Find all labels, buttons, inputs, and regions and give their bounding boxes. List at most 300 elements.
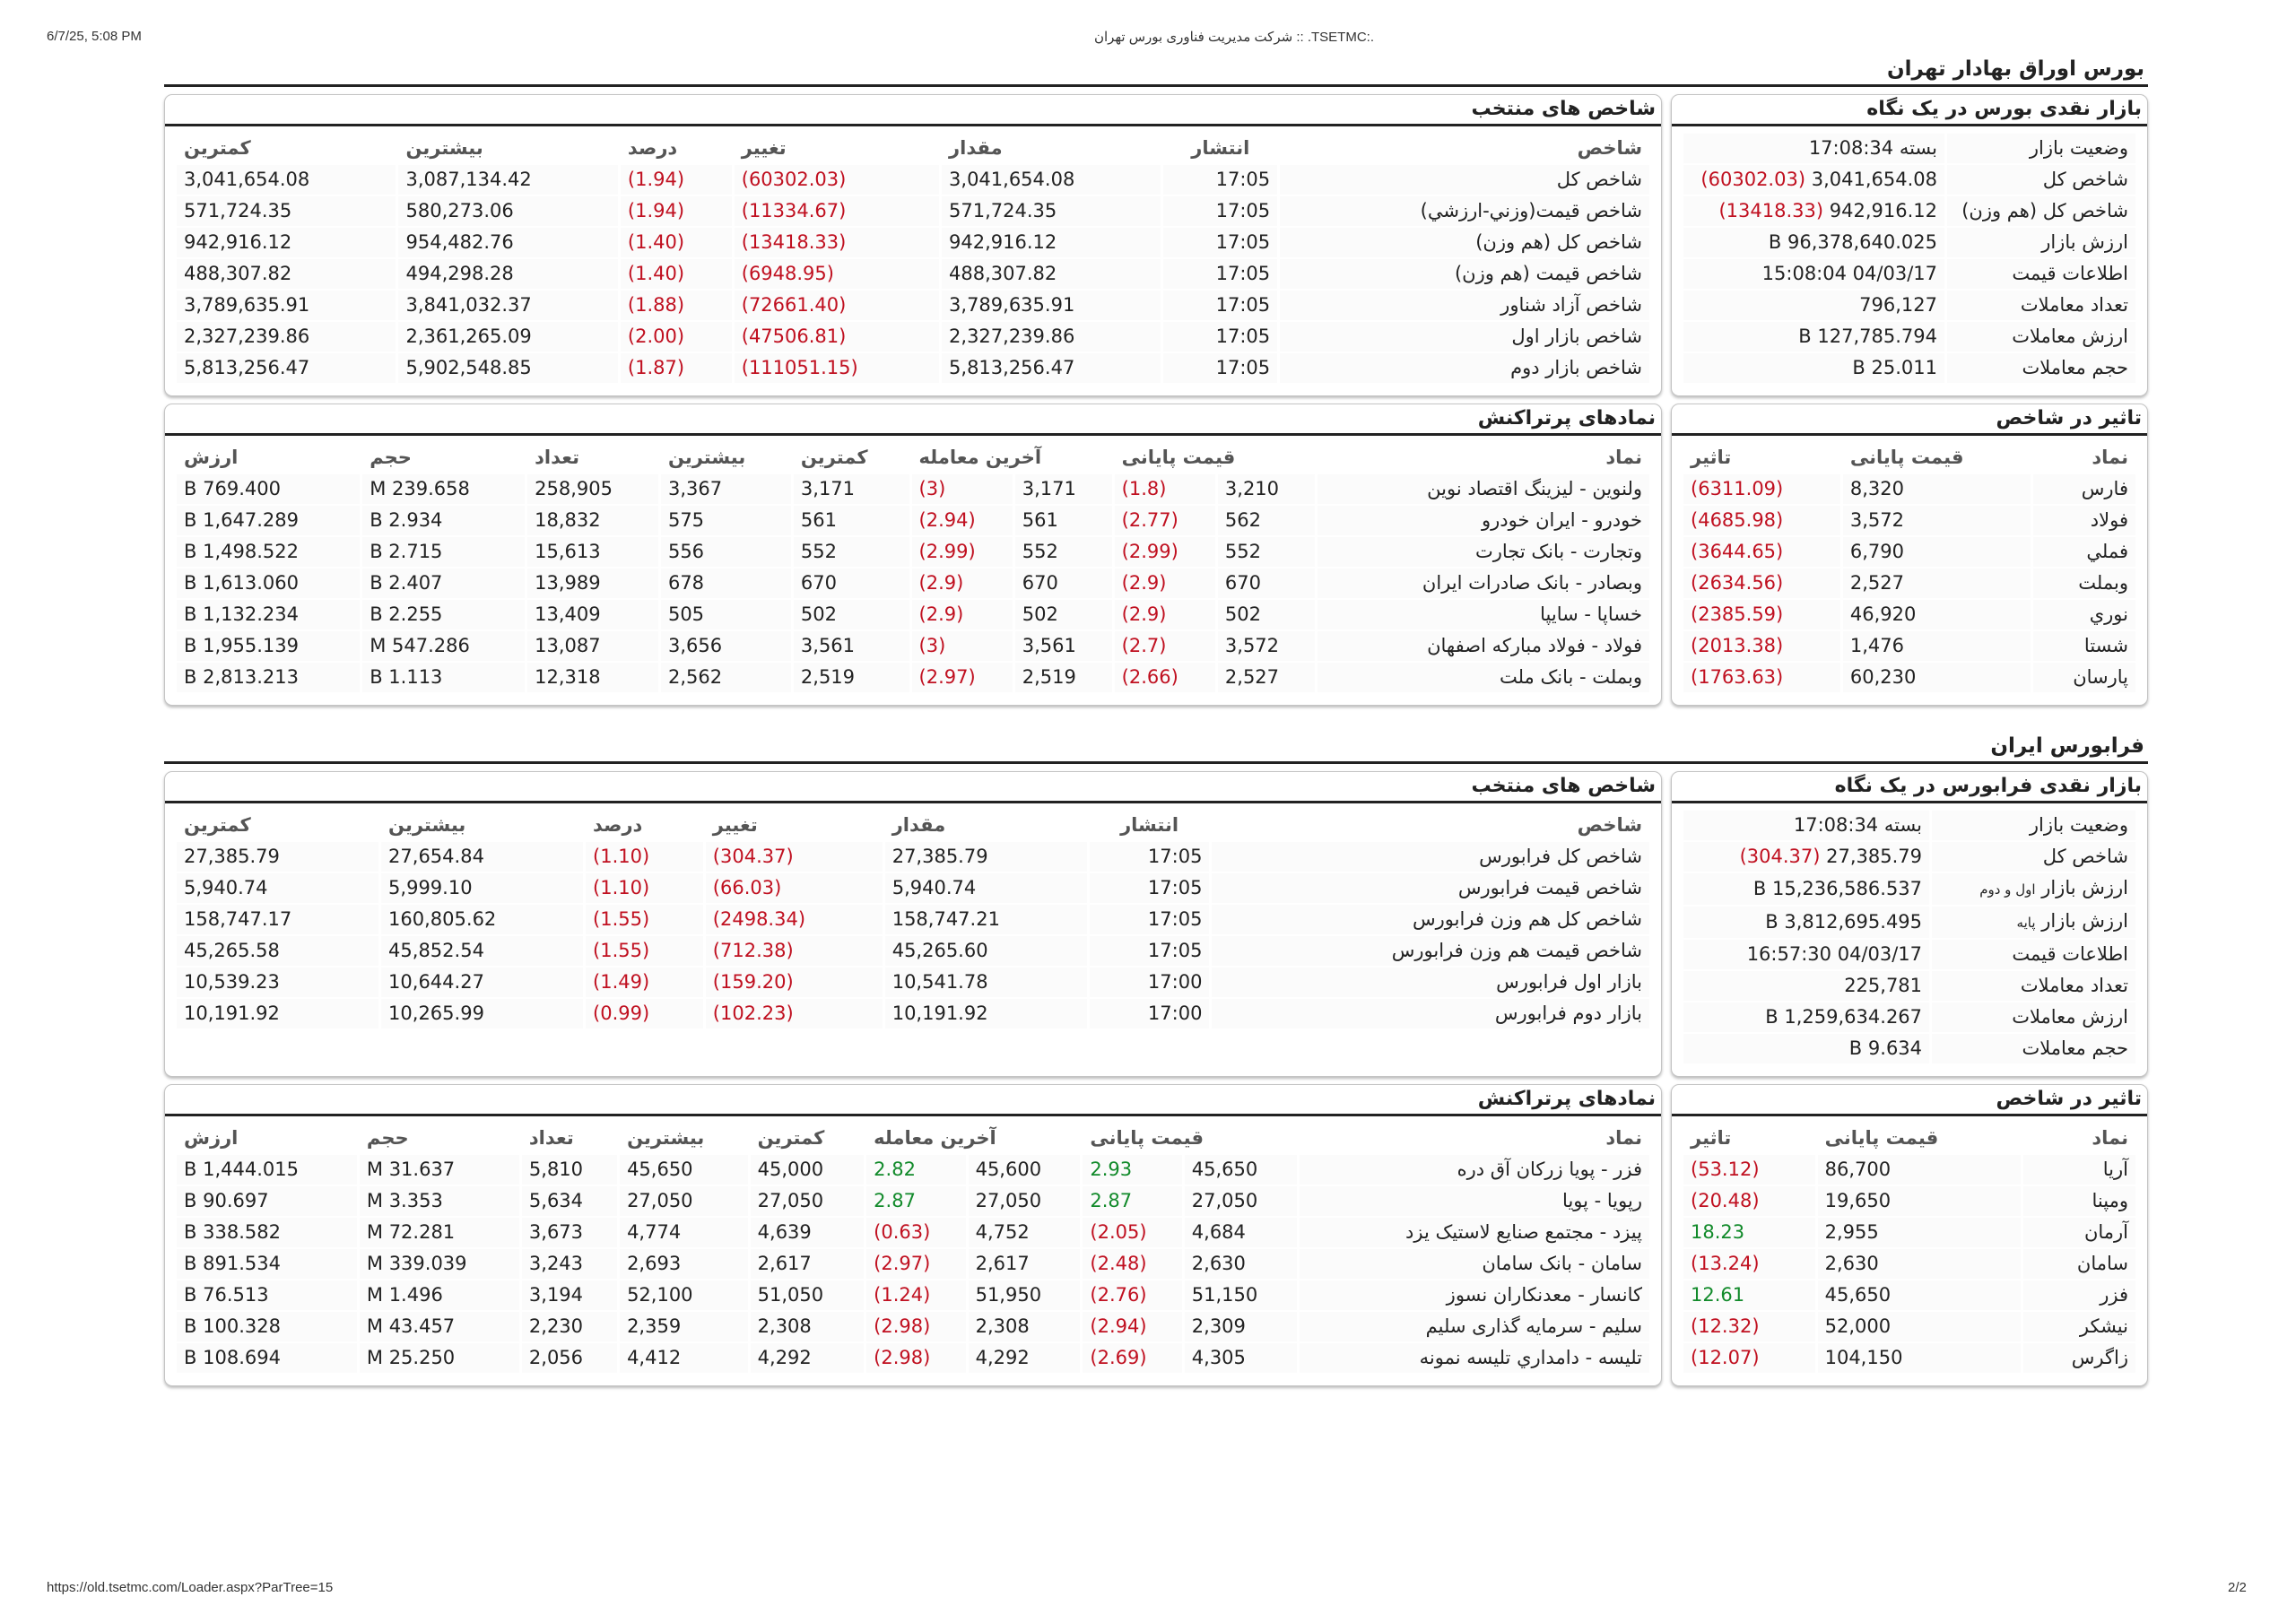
index-cell: (1.87) (621, 353, 732, 383)
index-row[interactable] (177, 842, 1649, 872)
bourse-bottom-row (164, 404, 2148, 706)
index-cell: 17:00 (1090, 968, 1210, 997)
glance-label-sub: اول و دوم (1979, 881, 2036, 898)
symbol-link[interactable]: پارسان (2033, 663, 2135, 692)
index-cell: 17:05 (1163, 165, 1277, 195)
traded-row[interactable] (177, 506, 1649, 535)
traded-cell: 552 (1015, 537, 1112, 567)
index-name-link[interactable]: شاخص قیمت (هم وزن) (1280, 259, 1649, 289)
traded-cell: 547.286 M (362, 631, 525, 661)
column-header: بیشترین (667, 447, 746, 468)
glance-value (1683, 971, 1929, 1001)
index-name-link[interactable]: شاخص قیمت فرابورس (1212, 873, 1649, 903)
index-cell: 45,265.60 (885, 936, 1087, 966)
traded-cell: (3) (912, 631, 1013, 661)
traded-cell: 43.457 M (360, 1312, 519, 1341)
impact-row[interactable] (1683, 474, 2135, 504)
glance-row (1683, 842, 2135, 872)
symbol-link[interactable]: سلیم - سرمایه گذاری سلیم (1300, 1312, 1649, 1341)
index-cell: (1.40) (621, 259, 732, 289)
traded-row[interactable] (177, 568, 1649, 598)
traded-cell: 5,634 (522, 1186, 617, 1216)
glance-label (1947, 291, 2135, 320)
impact-row[interactable] (1683, 1155, 2135, 1185)
index-cell: (60302.03) (735, 165, 939, 195)
glance-label (1932, 971, 2135, 1001)
traded-cell: 2.715 B (362, 537, 525, 567)
header-row (177, 134, 1649, 163)
index-cell: 27,385.79 (177, 842, 378, 872)
print-url[interactable]: https://old.tsetmc.com/Loader.aspx?ParTree=15 (47, 1580, 334, 1595)
traded-cell: 678 (661, 568, 791, 598)
impact-cell: 1,476 (1843, 631, 2031, 661)
index-cell: (72661.40) (735, 291, 939, 320)
traded-cell: 4,292 (751, 1343, 865, 1373)
symbol-link[interactable]: آرمان (2023, 1218, 2135, 1247)
index-cell: 17:05 (1163, 353, 1277, 383)
index-row[interactable] (177, 259, 1649, 289)
traded-cell: 239.658 M (362, 474, 525, 504)
traded-cell: (2.66) (1115, 663, 1215, 692)
glance-label-text: حجم معاملات (2022, 1037, 2128, 1059)
index-cell: 10,191.92 (177, 999, 378, 1028)
traded-cell: (2.9) (1115, 568, 1215, 598)
traded-cell: 1.113 B (362, 663, 525, 692)
column-header: درصد (593, 814, 643, 836)
glance-table (1681, 809, 2138, 1065)
traded-cell: 1,613.060 B (177, 568, 360, 598)
impact-cell: (2385.59) (1683, 600, 1840, 629)
index-cell: 17:05 (1090, 905, 1210, 934)
symbol-link[interactable]: نيشكر (2023, 1312, 2135, 1341)
impact-cell: 2,527 (1843, 568, 2031, 598)
index-row[interactable] (177, 291, 1649, 320)
glance-row (1683, 353, 2135, 383)
glance-value (1683, 259, 1944, 289)
symbol-link[interactable]: فزر (2023, 1280, 2135, 1310)
traded-cell: (2.9) (912, 568, 1013, 598)
impact-cell: (1763.63) (1683, 663, 1840, 692)
index-cell: 3,789,635.91 (177, 291, 396, 320)
index-row[interactable] (177, 353, 1649, 383)
traded-cell: 3,243 (522, 1249, 617, 1279)
index-cell: 488,307.82 (177, 259, 396, 289)
impact-cell: 19,650 (1818, 1186, 2021, 1216)
traded-cell: 4,639 (751, 1218, 865, 1247)
glance-row (1683, 971, 2135, 1001)
glance-label-text: ارزش معاملات (2012, 325, 2128, 347)
symbol-link[interactable]: فزر - پویا زرکان آق دره (1300, 1155, 1649, 1185)
index-row[interactable] (177, 228, 1649, 257)
column-header: مقدار (949, 137, 1003, 159)
traded-cell: 502 (794, 600, 909, 629)
farabourse-top-row (164, 771, 2148, 1077)
index-name-link[interactable]: شاخص بازار اول (1280, 322, 1649, 352)
index-cell: 45,852.54 (381, 936, 583, 966)
glance-label (1947, 196, 2135, 226)
impact-row[interactable] (1683, 631, 2135, 661)
index-cell: 158,747.21 (885, 905, 1087, 934)
panel-title: تاثیر در شاخص (1672, 404, 2147, 436)
column-header: تاثیر (1691, 1127, 1732, 1149)
glance-row (1683, 228, 2135, 257)
impact-row[interactable] (1683, 1280, 2135, 1310)
impact-row[interactable] (1683, 1249, 2135, 1279)
traded-cell: 339.039 M (360, 1249, 519, 1279)
symbol-link[interactable]: فارس (2033, 474, 2135, 504)
index-cell: (304.37) (706, 842, 883, 872)
traded-cell: 562 (1218, 506, 1315, 535)
panel-title: بازار نقدی فرابورس در یک نگاه (1672, 772, 2147, 803)
traded-cell: 27,050 (620, 1186, 748, 1216)
glance-label-text: ارزش بازار (2041, 877, 2128, 898)
index-name-link[interactable]: شاخص قیمت هم وزن فرابورس (1212, 936, 1649, 966)
impact-row[interactable] (1683, 600, 2135, 629)
impact-cell: 2,955 (1818, 1218, 2021, 1247)
impact-row[interactable] (1683, 568, 2135, 598)
index-cell: (13418.33) (735, 228, 939, 257)
glance-label (1947, 165, 2135, 195)
index-cell: (111051.15) (735, 353, 939, 383)
index-row[interactable] (177, 322, 1649, 352)
index-cell: 17:05 (1090, 936, 1210, 966)
index-row[interactable] (177, 936, 1649, 966)
index-cell: (712.38) (706, 936, 883, 966)
index-cell: 10,191.92 (885, 999, 1087, 1028)
header-row (177, 1124, 1649, 1153)
glance-label (1947, 259, 2135, 289)
traded-cell: 5,810 (522, 1155, 617, 1185)
traded-row[interactable] (177, 663, 1649, 692)
column-header: حجم (370, 447, 412, 468)
traded-cell: 1,444.015 B (177, 1155, 357, 1185)
index-name-link[interactable]: بازار اول فرابورس (1212, 968, 1649, 997)
traded-cell: 12,318 (527, 663, 658, 692)
index-cell: 17:05 (1163, 291, 1277, 320)
glance-label-text: شاخص کل (هم وزن) (1961, 200, 2128, 221)
traded-table (174, 441, 1652, 694)
traded-cell: 18,832 (527, 506, 658, 535)
traded-cell: (1.8) (1115, 474, 1215, 504)
traded-cell: 76.513 B (177, 1280, 357, 1310)
column-header: انتشار (1191, 137, 1250, 159)
traded-cell: 51,050 (751, 1280, 865, 1310)
traded-cell: 1,647.289 B (177, 506, 360, 535)
index-name-link[interactable]: شاخص آزاد شناور (1280, 291, 1649, 320)
traded-cell: 561 (794, 506, 909, 535)
traded-row[interactable] (177, 1312, 1649, 1341)
bourse-top-row (164, 94, 2148, 396)
header-row (1683, 443, 2135, 473)
symbol-link[interactable]: سامان - بانک سامان (1300, 1249, 1649, 1279)
glance-row (1683, 259, 2135, 289)
traded-cell: (2.9) (912, 600, 1013, 629)
impact-row[interactable] (1683, 537, 2135, 567)
traded-row[interactable] (177, 1249, 1649, 1279)
panel-title: بازار نقدی بورس در یک نگاه (1672, 95, 2147, 126)
column-header: کمترین (184, 137, 251, 159)
impact-cell: 2,630 (1818, 1249, 2021, 1279)
symbol-link[interactable]: زاگرس (2023, 1343, 2135, 1373)
glance-row (1683, 196, 2135, 226)
farabourse-traded-panel (164, 1084, 1662, 1386)
traded-cell: 552 (1218, 537, 1315, 567)
traded-cell: (2.99) (1115, 537, 1215, 567)
column-header: تعداد (528, 1127, 574, 1149)
traded-cell: 2,813.213 B (177, 663, 360, 692)
column-header: آخرین معامله (918, 447, 1042, 468)
impact-cell: (13.24) (1683, 1249, 1815, 1279)
column-header: قیمت پایانی (1121, 447, 1236, 468)
traded-cell: 2,617 (751, 1249, 865, 1279)
glance-value-text: بسته 17:08:34 (1793, 814, 1923, 836)
traded-cell: 2.87 (1083, 1186, 1181, 1216)
index-row[interactable] (177, 873, 1649, 903)
traded-row[interactable] (177, 600, 1649, 629)
traded-cell: 3,561 (794, 631, 909, 661)
impact-cell: (6311.09) (1683, 474, 1840, 504)
symbol-link[interactable]: ولنوین - لیزینگ اقتصاد نوین (1318, 474, 1649, 504)
glance-value (1683, 907, 1929, 938)
traded-row[interactable] (177, 631, 1649, 661)
index-cell: 3,841,032.37 (398, 291, 617, 320)
column-header: نماد (2092, 1127, 2128, 1149)
index-cell: 494,298.28 (398, 259, 617, 289)
index-cell: 158,747.17 (177, 905, 378, 934)
column-header: قیمت پایانی (1824, 1127, 1939, 1149)
symbol-link[interactable]: فملي (2033, 537, 2135, 567)
traded-cell: 338.582 B (177, 1218, 357, 1247)
column-header: آخرین معامله (874, 1127, 996, 1149)
impact-row[interactable] (1683, 1343, 2135, 1373)
bourse-glance-panel (1671, 94, 2148, 396)
traded-cell: 1,498.522 B (177, 537, 360, 567)
traded-row[interactable] (177, 1155, 1649, 1185)
impact-cell: (53.12) (1683, 1155, 1815, 1185)
traded-row[interactable] (177, 1186, 1649, 1216)
glance-value (1683, 196, 1944, 226)
index-cell: (66.03) (706, 873, 883, 903)
index-row[interactable] (177, 905, 1649, 934)
index-name-link[interactable]: بازار دوم فرابورس (1212, 999, 1649, 1028)
glance-change: (304.37) (1739, 846, 1821, 867)
symbol-link[interactable]: سامان (2023, 1249, 2135, 1279)
column-header: شاخص (1577, 137, 1642, 159)
index-name-link[interactable]: شاخص کل هم وزن فرابورس (1212, 905, 1649, 934)
index-cell: 571,724.35 (177, 196, 396, 226)
index-cell: 17:05 (1163, 259, 1277, 289)
traded-cell: 3,561 (1015, 631, 1112, 661)
traded-cell: (3) (912, 474, 1013, 504)
index-cell: 3,041,654.08 (942, 165, 1161, 195)
index-row[interactable] (177, 999, 1649, 1028)
column-header: نماد (1605, 1127, 1642, 1149)
impact-row[interactable] (1683, 506, 2135, 535)
index-cell: 45,265.58 (177, 936, 378, 966)
traded-cell: (2.98) (866, 1312, 965, 1341)
traded-cell: 2.82 (866, 1155, 965, 1185)
traded-cell: 3,572 (1218, 631, 1315, 661)
index-cell: (1.94) (621, 196, 732, 226)
traded-cell: 2,527 (1218, 663, 1315, 692)
symbol-link[interactable]: شستا (2033, 631, 2135, 661)
panel-title: شاخص های منتخب (165, 95, 1661, 126)
glance-row (1683, 873, 2135, 905)
glance-row (1683, 322, 2135, 352)
column-header: قیمت پایانی (1849, 447, 1964, 468)
traded-cell: 3.353 M (360, 1186, 519, 1216)
glance-label (1932, 811, 2135, 840)
traded-cell: 502 (1218, 600, 1315, 629)
index-cell: (1.10) (586, 873, 703, 903)
impact-cell: (12.07) (1683, 1343, 1815, 1373)
index-name-link[interactable]: شاخص کل (1280, 165, 1649, 195)
symbol-link[interactable]: تلیسه - دامداري تليسه نمونه (1300, 1343, 1649, 1373)
impact-row[interactable] (1683, 1218, 2135, 1247)
index-cell: (159.20) (706, 968, 883, 997)
symbol-link[interactable]: ومپنا (2023, 1186, 2135, 1216)
traded-cell: 108.694 B (177, 1343, 357, 1373)
symbol-link[interactable]: رپویا - پویا (1300, 1186, 1649, 1216)
column-header: حجم (366, 1127, 409, 1149)
glance-value-text: 15,236,586.537 B (1752, 878, 1923, 899)
index-cell: 10,539.23 (177, 968, 378, 997)
symbol-link[interactable]: نوري (2033, 600, 2135, 629)
index-cell: (1.94) (621, 165, 732, 195)
impact-row[interactable] (1683, 1186, 2135, 1216)
traded-cell: 25.250 M (360, 1343, 519, 1373)
traded-cell: 13,409 (527, 600, 658, 629)
traded-row[interactable] (177, 1218, 1649, 1247)
column-header: بیشترین (388, 814, 466, 836)
header-row (1683, 1124, 2135, 1153)
traded-cell: 556 (661, 537, 791, 567)
bourse-section-title: بورس اوراق بهادار تهران (164, 54, 2148, 87)
glance-label-text: شاخص کل (2042, 846, 2128, 867)
column-header: تعداد (535, 447, 580, 468)
symbol-link[interactable]: وبصادر - بانک صادرات ایران (1318, 568, 1649, 598)
glance-row (1683, 134, 2135, 163)
traded-cell: 4,305 (1185, 1343, 1297, 1373)
symbol-link[interactable]: پیزد - مجتمع صنایع لاستیک یزد (1300, 1218, 1649, 1247)
traded-cell: 13,989 (527, 568, 658, 598)
glance-value-text: بسته 17:08:34 (1808, 137, 1937, 159)
column-header: نماد (2092, 447, 2128, 468)
symbol-link[interactable]: خودرو - ایران خودرو (1318, 506, 1649, 535)
index-cell: 942,916.12 (177, 228, 396, 257)
traded-cell: 45,650 (1185, 1155, 1297, 1185)
index-cell: (11334.67) (735, 196, 939, 226)
traded-cell: (2.97) (912, 663, 1013, 692)
symbol-link[interactable]: خساپا - سایپا (1318, 600, 1649, 629)
bourse-traded-panel (164, 404, 1662, 706)
index-cell: (102.23) (706, 999, 883, 1028)
traded-cell: 3,210 (1218, 474, 1315, 504)
symbol-link[interactable]: آريا (2023, 1155, 2135, 1185)
traded-cell: 1,132.234 B (177, 600, 360, 629)
glance-value-text: 25.011 B (1852, 357, 1937, 378)
symbol-link[interactable]: وتجارت - بانک تجارت (1318, 537, 1649, 567)
glance-value-text: 225,781 (1844, 975, 1923, 996)
index-name-link[interactable]: شاخص کل فرابورس (1212, 842, 1649, 872)
symbol-link[interactable]: کانسار - معدنکاران نسوز (1300, 1280, 1649, 1310)
index-cell: (6948.95) (735, 259, 939, 289)
impact-cell: (12.32) (1683, 1312, 1815, 1341)
index-cell: (1.40) (621, 228, 732, 257)
index-cell: 580,273.06 (398, 196, 617, 226)
traded-cell: (2.69) (1083, 1343, 1181, 1373)
traded-cell: 27,050 (969, 1186, 1081, 1216)
glance-value-text: 942,916.12 (1829, 200, 1937, 221)
traded-cell: 2,359 (620, 1312, 748, 1341)
glance-label (1947, 322, 2135, 352)
glance-label-text: اطلاعات قیمت (2012, 943, 2128, 965)
column-header: ارزش (184, 1127, 239, 1149)
glance-value (1683, 134, 1944, 163)
glance-value-text: 9.634 B (1848, 1037, 1923, 1059)
impact-cell: 18.23 (1683, 1218, 1815, 1247)
impact-row[interactable] (1683, 663, 2135, 692)
traded-cell: 4,684 (1185, 1218, 1297, 1247)
traded-cell: 45,650 (620, 1155, 748, 1185)
symbol-link[interactable]: فولاد - فولاد مبارکه اصفهان (1318, 631, 1649, 661)
index-cell: 27,654.84 (381, 842, 583, 872)
index-cell: 17:05 (1163, 322, 1277, 352)
column-header: کمترین (800, 447, 868, 468)
traded-cell: 3,171 (794, 474, 909, 504)
traded-cell: 2,519 (794, 663, 909, 692)
symbol-link[interactable]: وبملت - بانک ملت (1318, 663, 1649, 692)
traded-row[interactable] (177, 474, 1649, 504)
index-cell: 5,999.10 (381, 873, 583, 903)
glance-label-text: اطلاعات قیمت (2012, 263, 2128, 284)
glance-value-text: 127,785.794 B (1798, 325, 1937, 347)
bourse-impact-panel (1671, 404, 2148, 706)
index-name-link[interactable]: شاخص بازار دوم (1280, 353, 1649, 383)
traded-cell: (2.7) (1115, 631, 1215, 661)
index-row[interactable] (177, 165, 1649, 195)
impact-cell: 8,320 (1843, 474, 2031, 504)
impact-cell: 46,920 (1843, 600, 2031, 629)
index-cell: 2,327,239.86 (942, 322, 1161, 352)
traded-row[interactable] (177, 1343, 1649, 1373)
traded-cell: 2.255 B (362, 600, 525, 629)
impact-cell: 104,150 (1818, 1343, 2021, 1373)
index-name-link[interactable]: شاخص کل (هم وزن) (1280, 228, 1649, 257)
traded-cell: 15,613 (527, 537, 658, 567)
traded-row[interactable] (177, 537, 1649, 567)
glance-value (1683, 353, 1944, 383)
traded-cell: 2.87 (866, 1186, 965, 1216)
impact-row[interactable] (1683, 1312, 2135, 1341)
index-cell: 3,789,635.91 (942, 291, 1161, 320)
impact-cell: (4685.98) (1683, 506, 1840, 535)
symbol-link[interactable]: فولاد (2033, 506, 2135, 535)
glance-change: (60302.03) (1700, 169, 1806, 190)
symbol-link[interactable]: وبملت (2033, 568, 2135, 598)
index-name-link[interactable]: شاخص قیمت(وزني-ارزشي) (1280, 196, 1649, 226)
traded-row[interactable] (177, 1280, 1649, 1310)
index-row[interactable] (177, 196, 1649, 226)
index-row[interactable] (177, 968, 1649, 997)
column-header: تاثیر (1691, 447, 1732, 468)
impact-cell: (3644.65) (1683, 537, 1840, 567)
traded-cell: 891.534 B (177, 1249, 357, 1279)
market-overview-page (164, 54, 2148, 1386)
traded-cell: (2.77) (1115, 506, 1215, 535)
glance-label (1932, 1034, 2135, 1063)
traded-cell: (2.98) (866, 1343, 965, 1373)
